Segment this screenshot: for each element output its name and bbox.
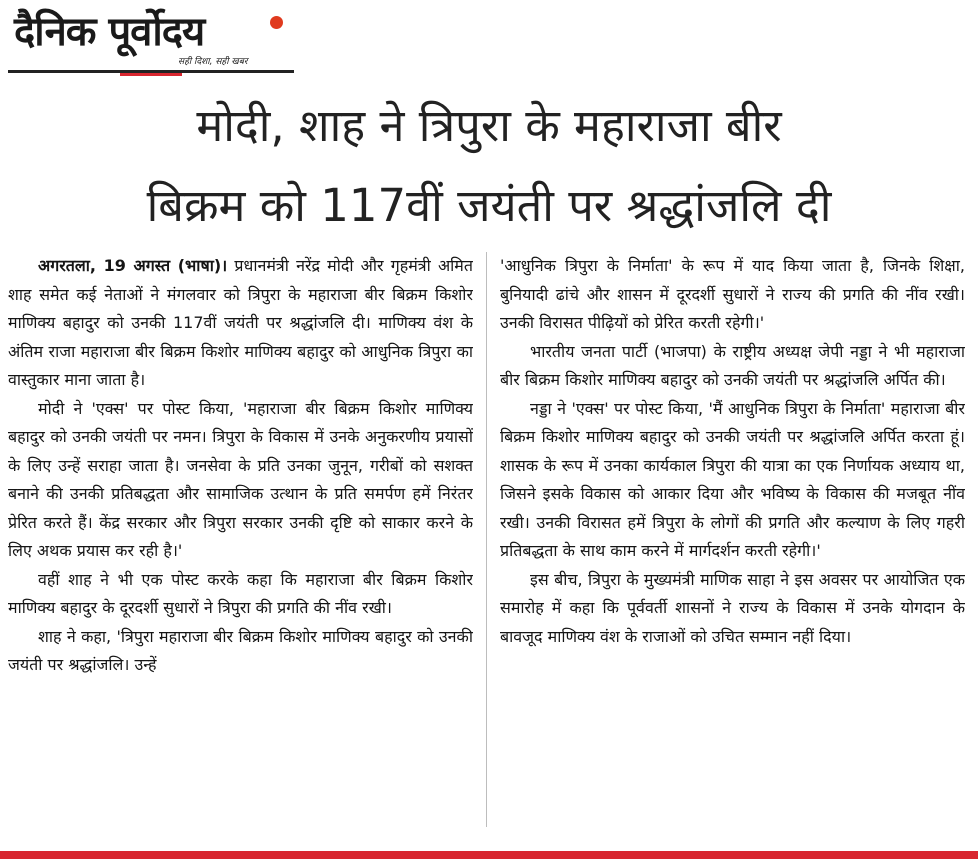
article-paragraph: नड्डा ने 'एक्स' पर पोस्ट किया, 'मैं आधुनिक त्रिपुरा के निर्माता' महाराजा बीर बिक्रम किशोर माणिक्य बहादुर को उनकी जयंती पर श्रद्धांजलि अर्पित करता हूं। शासक के रूप में उनका कार्यकाल त्रिपुरा की यात्रा का एक निर्णायक अध्याय था, जिसने इसके विकास को आकार दिया और भविष्य के विकास की मजबूत नींव रखी। उनकी विरासत हमें त्रिपुरा के लोगों की प्रगति और कल्याण के लिए गहरी प्रतिबद्धता के साथ काम करने में मार्गदर्शन करती रहेगी।': [500, 398, 965, 560]
masthead-accent-strip: [120, 73, 182, 76]
headline-line-2: बिक्रम को 117वीं जयंती पर श्रद्धांजलि दी: [146, 179, 832, 232]
bottom-accent-bar: [0, 851, 978, 859]
column-divider: [486, 252, 487, 827]
article-paragraph: [8, 252, 473, 395]
article-paragraph: वहीं शाह ने भी एक पोस्ट करके कहा कि महाराजा बीर बिक्रम किशोर माणिक्य बहादुर के दूरदर्शी सुधारों ने त्रिपुरा की प्रगति की नींव रखी।: [8, 569, 473, 617]
article-paragraph: इस बीच, त्रिपुरा के मुख्यमंत्री माणिक साहा ने इस अवसर पर आयोजित एक समारोह में कहा कि पूर्ववर्ती शासनों ने राज्य के विकास में उनके योगदान के बावजूद माणिक्य वंश के राजाओं को उचित सम्मान नहीं दिया।: [500, 569, 965, 646]
article-paragraph: 'आधुनिक त्रिपुरा के निर्माता' के रूप में याद किया जाता है, जिनके शिक्षा, बुनियादी ढांचे और शासन में दूरदर्शी सुधारों ने राज्य की प्रगति की नींव रखी। उनकी विरासत पीढ़ियों को प्रेरित करती रहेगी।': [500, 256, 965, 332]
paragraph-text: प्रधानमंत्री नरेंद्र मोदी और गृहमंत्री अमित शाह समेत कई नेताओं ने मंगलवार को त्रिपुरा के महाराजा बीर बिक्रम किशोर माणिक्य बहादुर को उनकी 117वीं जयंती पर श्रद्धांजलि दी। माणिक्य वंश के अंतिम राजा महाराजा बीर बिक्रम किशोर माणिक्य बहादुर को आधुनिक त्रिपुरा का वास्तुकार माना जाता है।: [8, 256, 473, 389]
newspaper-logo-text: दैनिक पूर्वोदय: [14, 9, 205, 55]
article-paragraph: भारतीय जनता पार्टी (भाजपा) के राष्ट्रीय अध्यक्ष जेपी नड्डा ने भी महाराजा बीर बिक्रम किशोर माणिक्य बहादुर को उनकी जयंती पर श्रद्धांजलि अर्पित की।: [500, 341, 965, 389]
newspaper-tagline: सही दिशा, सही खबर: [178, 57, 248, 67]
article-paragraph: शाह ने कहा, 'त्रिपुरा महाराजा बीर बिक्रम किशोर माणिक्य बहादुर को उनकी जयंती पर श्रद्धांजलि। उन्हें: [8, 626, 473, 674]
article-headline: [0, 86, 978, 246]
headline-line-1: मोदी, शाह ने त्रिपुरा के महाराजा बीर: [196, 99, 782, 152]
logo-dot-icon: [270, 16, 283, 29]
masthead: [8, 6, 298, 76]
article-column-left: [8, 252, 473, 837]
article-paragraph: मोदी ने 'एक्स' पर पोस्ट किया, 'महाराजा बीर बिक्रम किशोर माणिक्य बहादुर को उनकी जयंती पर नमन। त्रिपुरा के विकास में उनके अनुकरणीय प्रयासों के लिए उन्हें सराहा जाता है। जनसेवा के प्रति उनका जुनून, गरीबों को सशक्त बनाने की उनकी प्रतिबद्धता और सामाजिक उत्थान के प्रति समर्पण हमें निरंतर प्रेरित करते हैं। केंद्र सरकार और त्रिपुरा सरकार उनकी दृष्टि को साकार करने के लिए अथक प्रयास कर रही है।': [8, 398, 473, 560]
article-column-right: [500, 252, 965, 837]
dateline: अगरतला, 19 अगस्त (भाषा)।: [38, 256, 228, 275]
